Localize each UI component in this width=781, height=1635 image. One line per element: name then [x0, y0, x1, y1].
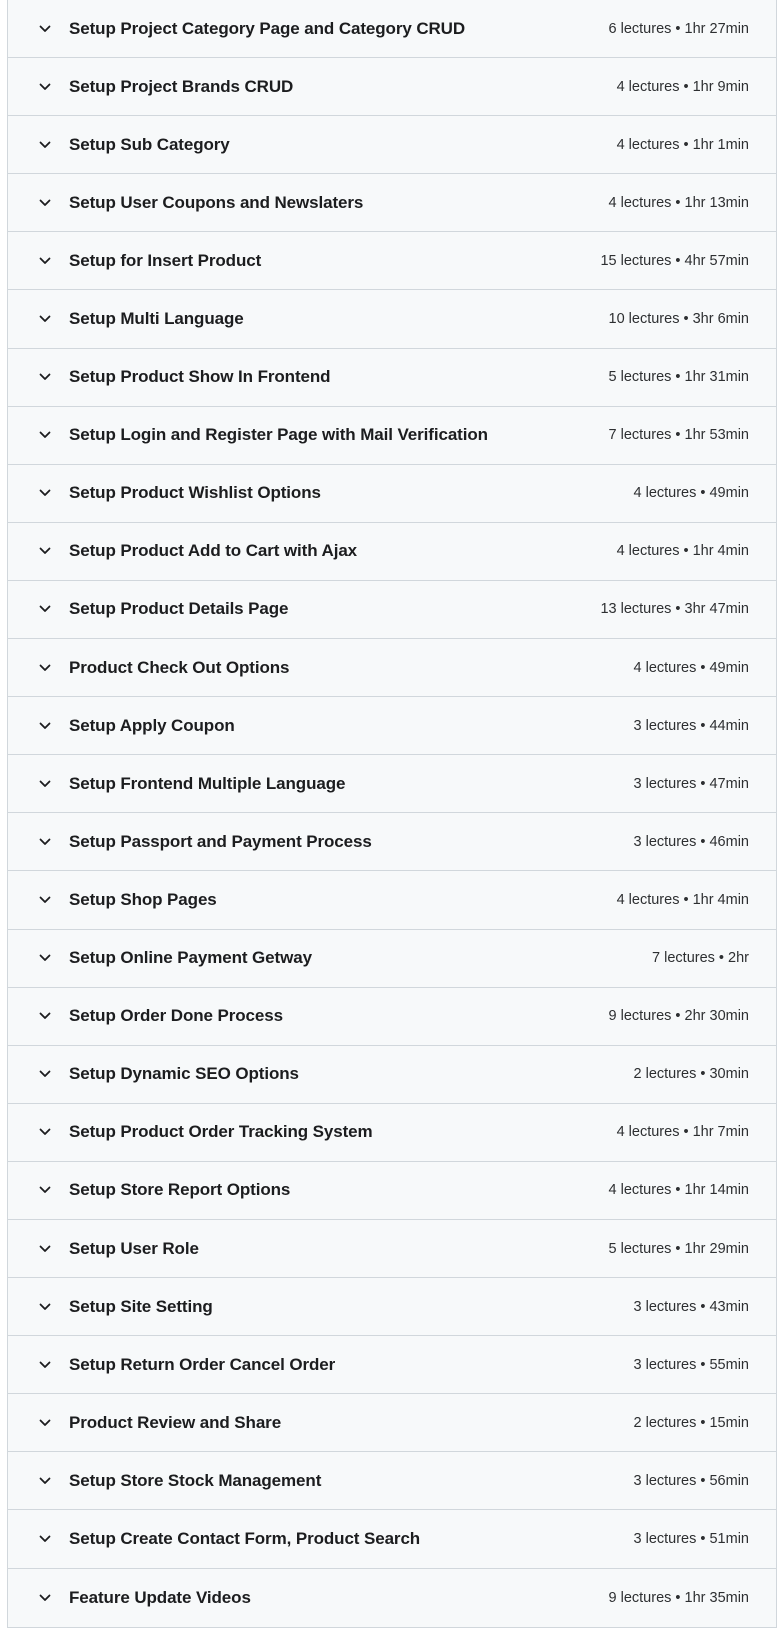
- chevron-down-icon[interactable]: [38, 661, 52, 675]
- section-meta: 4 lectures • 1hr 4min: [616, 891, 749, 908]
- section-title: Setup Dynamic SEO Options: [69, 1064, 299, 1084]
- chevron-down-icon[interactable]: [38, 1591, 52, 1605]
- chevron-down-icon[interactable]: [38, 428, 52, 442]
- section-meta: 3 lectures • 56min: [633, 1472, 749, 1489]
- curriculum-section[interactable]: [8, 813, 776, 871]
- curriculum-section[interactable]: [8, 1336, 776, 1394]
- section-title: Setup Store Report Options: [69, 1180, 291, 1200]
- section-meta: 10 lectures • 3hr 6min: [608, 311, 749, 328]
- section-meta: 15 lectures • 4hr 57min: [600, 252, 749, 269]
- chevron-down-icon[interactable]: [38, 1474, 52, 1488]
- section-title: Setup Passport and Payment Process: [69, 831, 372, 851]
- section-meta: 4 lectures • 1hr 14min: [608, 1182, 749, 1199]
- section-meta: 4 lectures • 1hr 13min: [608, 194, 749, 211]
- section-title: Setup Login and Register Page with Mail Verification: [69, 425, 488, 445]
- chevron-down-icon[interactable]: [38, 1125, 52, 1139]
- curriculum-section[interactable]: [8, 465, 776, 523]
- chevron-down-icon[interactable]: [38, 1009, 52, 1023]
- chevron-down-icon[interactable]: [38, 544, 52, 558]
- section-meta: 5 lectures • 1hr 29min: [608, 1240, 749, 1257]
- section-meta: 3 lectures • 46min: [633, 833, 749, 850]
- section-meta: 2 lectures • 30min: [633, 1066, 749, 1083]
- section-meta: 4 lectures • 49min: [633, 485, 749, 502]
- section-meta: 3 lectures • 55min: [633, 1356, 749, 1373]
- chevron-down-icon[interactable]: [38, 1532, 52, 1546]
- curriculum-section[interactable]: [8, 58, 776, 116]
- chevron-down-icon[interactable]: [38, 80, 52, 94]
- section-meta: 7 lectures • 1hr 53min: [608, 427, 749, 444]
- section-meta: 2 lectures • 15min: [633, 1414, 749, 1431]
- curriculum-section[interactable]: [8, 1104, 776, 1162]
- section-title: Setup Multi Language: [69, 309, 244, 329]
- section-meta: 4 lectures • 1hr 9min: [616, 78, 749, 95]
- chevron-down-icon[interactable]: [38, 1242, 52, 1256]
- curriculum-section[interactable]: [8, 1394, 776, 1452]
- section-title: Feature Update Videos: [69, 1587, 251, 1607]
- curriculum-section[interactable]: [8, 116, 776, 174]
- curriculum-section[interactable]: [8, 1452, 776, 1510]
- course-curriculum: [7, 0, 777, 1628]
- chevron-down-icon[interactable]: [38, 254, 52, 268]
- curriculum-section[interactable]: [8, 1046, 776, 1104]
- section-title: Setup Apply Coupon: [69, 715, 235, 735]
- chevron-down-icon[interactable]: [38, 893, 52, 907]
- chevron-down-icon[interactable]: [38, 1416, 52, 1430]
- section-meta: 3 lectures • 44min: [633, 717, 749, 734]
- section-meta: 7 lectures • 2hr: [652, 950, 749, 967]
- chevron-down-icon[interactable]: [38, 312, 52, 326]
- section-meta: 13 lectures • 3hr 47min: [600, 601, 749, 618]
- section-title: Product Check Out Options: [69, 657, 290, 677]
- chevron-down-icon[interactable]: [38, 1300, 52, 1314]
- section-title: Setup Project Category Page and Category CRUD: [69, 18, 466, 38]
- chevron-down-icon[interactable]: [38, 777, 52, 791]
- section-meta: 4 lectures • 1hr 7min: [616, 1124, 749, 1141]
- section-title: Setup Create Contact Form, Product Search: [69, 1528, 421, 1548]
- curriculum-section[interactable]: [8, 174, 776, 232]
- chevron-down-icon[interactable]: [38, 138, 52, 152]
- section-title: Setup Product Details Page: [69, 599, 289, 619]
- curriculum-section[interactable]: [8, 1278, 776, 1336]
- chevron-down-icon[interactable]: [38, 951, 52, 965]
- section-meta: 4 lectures • 1hr 4min: [616, 543, 749, 560]
- curriculum-section[interactable]: [8, 930, 776, 988]
- section-title: Setup for Insert Product: [69, 250, 262, 270]
- chevron-down-icon[interactable]: [38, 1067, 52, 1081]
- chevron-down-icon[interactable]: [38, 1358, 52, 1372]
- curriculum-section[interactable]: [8, 697, 776, 755]
- section-title: Setup Product Wishlist Options: [69, 483, 321, 503]
- curriculum-section[interactable]: [8, 581, 776, 639]
- curriculum-section[interactable]: [8, 871, 776, 929]
- curriculum-section[interactable]: [8, 523, 776, 581]
- curriculum-section[interactable]: [8, 0, 776, 58]
- curriculum-section[interactable]: [8, 1569, 776, 1627]
- section-title: Setup Project Brands CRUD: [69, 76, 294, 96]
- section-title: Setup Store Stock Management: [69, 1470, 322, 1490]
- curriculum-section[interactable]: [8, 349, 776, 407]
- section-title: Setup Frontend Multiple Language: [69, 773, 346, 793]
- section-title: Setup Product Show In Frontend: [69, 367, 331, 387]
- chevron-down-icon[interactable]: [38, 486, 52, 500]
- section-title: Setup Online Payment Getway: [69, 948, 312, 968]
- chevron-down-icon[interactable]: [38, 22, 52, 36]
- curriculum-section[interactable]: [8, 407, 776, 465]
- section-meta: 6 lectures • 1hr 27min: [608, 20, 749, 37]
- curriculum-section[interactable]: [8, 290, 776, 348]
- section-title: Setup Return Order Cancel Order: [69, 1354, 336, 1374]
- chevron-down-icon[interactable]: [38, 719, 52, 733]
- curriculum-section[interactable]: [8, 1510, 776, 1568]
- section-meta: 4 lectures • 49min: [633, 659, 749, 676]
- section-title: Setup Product Add to Cart with Ajax: [69, 541, 358, 561]
- section-title: Setup Product Order Tracking System: [69, 1122, 373, 1142]
- curriculum-section[interactable]: [8, 232, 776, 290]
- curriculum-section[interactable]: [8, 1220, 776, 1278]
- section-meta: 3 lectures • 51min: [633, 1530, 749, 1547]
- chevron-down-icon[interactable]: [38, 835, 52, 849]
- section-title: Setup Site Setting: [69, 1296, 213, 1316]
- section-meta: 3 lectures • 43min: [633, 1298, 749, 1315]
- section-meta: 9 lectures • 1hr 35min: [608, 1589, 749, 1606]
- section-title: Setup Shop Pages: [69, 889, 217, 909]
- curriculum-section[interactable]: [8, 1162, 776, 1220]
- section-title: Setup Sub Category: [69, 134, 230, 154]
- section-meta: 3 lectures • 47min: [633, 775, 749, 792]
- section-meta: 5 lectures • 1hr 31min: [608, 369, 749, 386]
- section-title: Product Review and Share: [69, 1412, 282, 1432]
- chevron-down-icon[interactable]: [38, 1183, 52, 1197]
- section-title: Setup User Role: [69, 1238, 199, 1258]
- section-title: Setup Order Done Process: [69, 1006, 283, 1026]
- section-meta: 4 lectures • 1hr 1min: [616, 136, 749, 153]
- curriculum-section[interactable]: [8, 639, 776, 697]
- section-meta: 9 lectures • 2hr 30min: [608, 1008, 749, 1025]
- curriculum-section[interactable]: [8, 755, 776, 813]
- section-title: Setup User Coupons and Newslaters: [69, 192, 364, 212]
- chevron-down-icon[interactable]: [38, 602, 52, 616]
- chevron-down-icon[interactable]: [38, 370, 52, 384]
- curriculum-section[interactable]: [8, 988, 776, 1046]
- chevron-down-icon[interactable]: [38, 196, 52, 210]
